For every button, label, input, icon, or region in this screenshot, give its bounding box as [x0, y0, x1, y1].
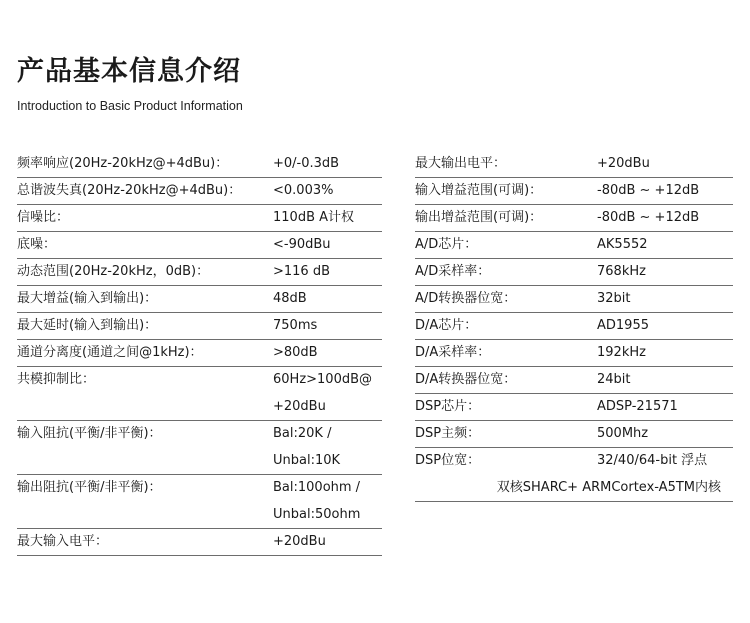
spec-label: 底噪：	[17, 237, 57, 252]
spec-row	[415, 313, 733, 340]
spec-label: 共模抑制比：	[17, 372, 96, 387]
spec-value: -80dB ~ +12dB	[597, 183, 700, 198]
spec-value: +0/-0.3dB	[273, 156, 340, 171]
spec-value: AK5552	[597, 237, 648, 252]
spec-value: 192kHz	[597, 345, 646, 360]
spec-row	[415, 421, 733, 448]
page-subtitle: Introduction to Basic Product Information	[17, 99, 243, 113]
spec-label: 动态范围(20Hz-20kHz，0dB)：	[17, 264, 210, 279]
spec-row	[17, 151, 382, 178]
spec-value: +20dBu	[597, 156, 650, 171]
spec-row	[17, 475, 382, 529]
spec-row	[415, 259, 733, 286]
spec-label: 最大输出电平：	[415, 156, 507, 171]
spec-label: D/A采样率：	[415, 345, 491, 360]
spec-value: >116 dB	[273, 264, 331, 279]
left-spec-table	[17, 151, 382, 556]
spec-row	[415, 205, 733, 232]
spec-value: 32bit	[597, 291, 631, 306]
page-title: 产品基本信息介绍	[17, 56, 241, 87]
spec-row	[415, 178, 733, 205]
spec-row	[415, 286, 733, 313]
spec-value: 32/40/64-bit 浮点	[597, 453, 708, 468]
spec-label: DSP芯片：	[415, 399, 481, 414]
spec-label: 输入阻抗(平衡/非平衡)：	[17, 426, 162, 441]
spec-label: 输入增益范围(可调)：	[415, 183, 543, 198]
spec-row	[17, 232, 382, 259]
spec-label: A/D芯片：	[415, 237, 478, 252]
spec-value: Bal:100ohm / Unbal:50ohm	[273, 480, 361, 522]
spec-row	[17, 367, 382, 421]
spec-row	[17, 421, 382, 475]
spec-value: AD1955	[597, 318, 649, 333]
spec-value: ADSP-21571	[597, 399, 678, 414]
spec-row	[415, 151, 733, 178]
spec-label: A/D转换器位宽：	[415, 291, 517, 306]
spec-row	[17, 340, 382, 367]
spec-label: 输出增益范围(可调)：	[415, 210, 543, 225]
spec-row	[17, 259, 382, 286]
spec-value: 110dB A计权	[273, 210, 355, 225]
spec-value: 60Hz>100dB@ +20dBu	[273, 372, 373, 414]
spec-value: -80dB ~ +12dB	[597, 210, 700, 225]
spec-value: <0.003%	[273, 183, 334, 198]
spec-value: Bal:20K / Unbal:10K	[273, 426, 341, 468]
spec-row	[17, 313, 382, 340]
spec-row	[17, 529, 382, 556]
spec-value: 48dB	[273, 291, 307, 306]
spec-value: 750ms	[273, 318, 318, 333]
spec-label: 通道分离度(通道之间@1kHz)：	[17, 345, 203, 360]
dsp-core-note: 双核SHARC+ ARMCortex-A5TM内核	[415, 475, 733, 502]
spec-label: 最大增益(输入到输出)：	[17, 291, 158, 306]
spec-label: 总谐波失真(20Hz-20kHz@+4dBu)：	[17, 183, 242, 198]
spec-value: 768kHz	[597, 264, 646, 279]
spec-value: >80dB	[273, 345, 318, 360]
spec-label: DSP位宽：	[415, 453, 481, 468]
spec-row	[17, 205, 382, 232]
spec-row	[415, 340, 733, 367]
spec-label: A/D采样率：	[415, 264, 491, 279]
spec-row	[415, 232, 733, 259]
spec-value: <-90dBu	[273, 237, 331, 252]
spec-label: DSP主频：	[415, 426, 481, 441]
spec-row	[17, 286, 382, 313]
spec-value: +20dBu	[273, 534, 326, 549]
spec-label: 最大延时(输入到输出)：	[17, 318, 158, 333]
spec-value: 500Mhz	[597, 426, 649, 441]
spec-label: 输出阻抗(平衡/非平衡)：	[17, 480, 162, 495]
spec-value: 24bit	[597, 372, 631, 387]
spec-row	[415, 448, 733, 475]
spec-row	[415, 367, 733, 394]
spec-label: D/A转换器位宽：	[415, 372, 517, 387]
spec-label: 最大输入电平：	[17, 534, 109, 549]
spec-label: 信噪比：	[17, 210, 70, 225]
right-spec-table	[415, 151, 733, 502]
spec-label: 频率响应(20Hz-20kHz@+4dBu)：	[17, 156, 229, 171]
spec-row	[415, 394, 733, 421]
spec-row	[17, 178, 382, 205]
spec-label: D/A芯片：	[415, 318, 478, 333]
